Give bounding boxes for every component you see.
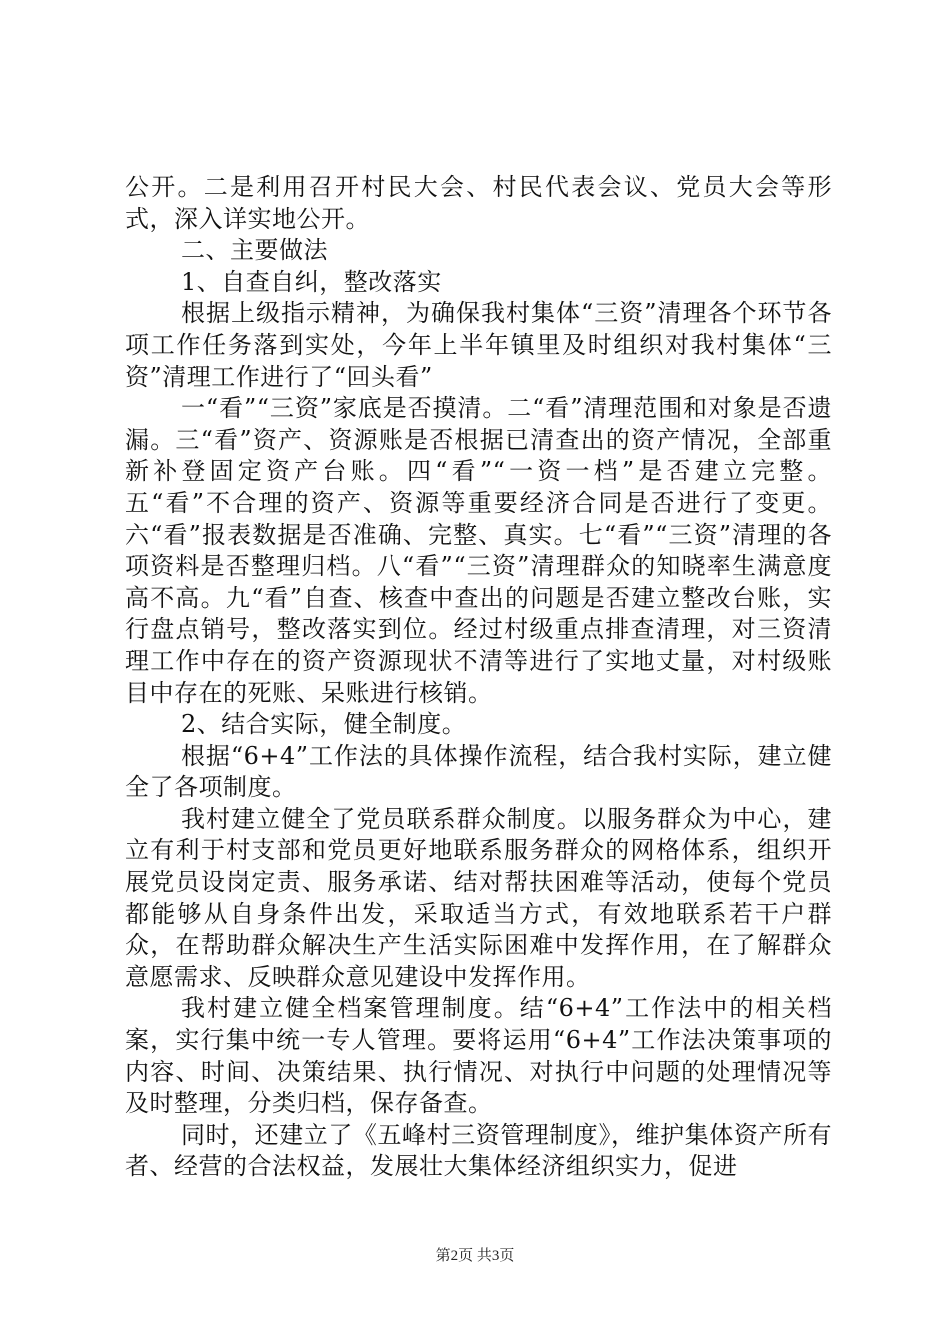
- paragraph: 根据“6+4”工作法的具体操作流程，结合我村实际，建立健全了各项制度。: [125, 741, 832, 802]
- paragraph: 根据上级指示精神，为确保我村集体“三资”清理各个环节各项工作任务落到实处，今年上半年镇里及时组织对我村集体“三资”清理工作进行了“回头看”: [125, 299, 832, 391]
- paragraph: 我村建立健全了党员联系群众制度。以服务群众为中心，建立有利于村支部和党员更好地联系服务群众的网格体系，组织开展党员设岗定责、服务承诺、结对帮扶困难等活动，使每个党员都能够从自身条件出发，采取适当方式，有效地联系若干户群众，在帮助群众解决生产生活实际困难中发挥作用，在了解群众意愿需求、反映群众意见建设中发挥作用。: [125, 804, 832, 991]
- paragraph: 我村建立健全档案管理制度。结“6+4”工作法中的相关档案，实行集中统一专人管理。要将运用“6+4”工作法决策事项的内容、时间、决策结果、执行情况、对执行中问题的处理情况等及时整理，分类归档，保存备查。: [125, 994, 832, 1118]
- subsection-heading: 1、自查自纠，整改落实: [181, 267, 442, 296]
- paragraph: 同时，还建立了《五峰村三资管理制度》，维护集体资产所有者、经营的合法权益，发展壮大集体经济组织实力，促进: [125, 1120, 832, 1181]
- paragraph: 一“看”“三资”家底是否摸清。二“看”清理范围和对象是否遗漏。三“看”资产、资源账是否根据已清查出的资产情况，全部重新补登固定资产台账。四“看”“一资一档”是否建立完整。五“看”不合理的资产、资源等重要经济合同是否进行了变更。六“看”报表数据是否准确、完整、真实。七“看”“三资”清理的各项资料是否整理归档。八“看”“三资”清理群众的知晓率生满意度高不高。九“看”自查、核查中查出的问题是否建立整改台账，实行盘点销号，整改落实到位。经过村级重点排查清理，对三资清理工作中存在的资产资源现状不清等进行了实地丈量，对村级账目中存在的死账、呆账进行核销。: [125, 394, 832, 707]
- document-body: [125, 172, 832, 1183]
- section-heading: 二、主要做法: [181, 236, 328, 265]
- subsection-heading: 2、结合实际，健全制度。: [181, 710, 467, 739]
- paragraph: 公开。二是利用召开村民大会、村民代表会议、党员大会等形式，深入详实地公开。: [125, 173, 832, 233]
- page-number-footer: 第2页 共3页: [435, 1248, 515, 1264]
